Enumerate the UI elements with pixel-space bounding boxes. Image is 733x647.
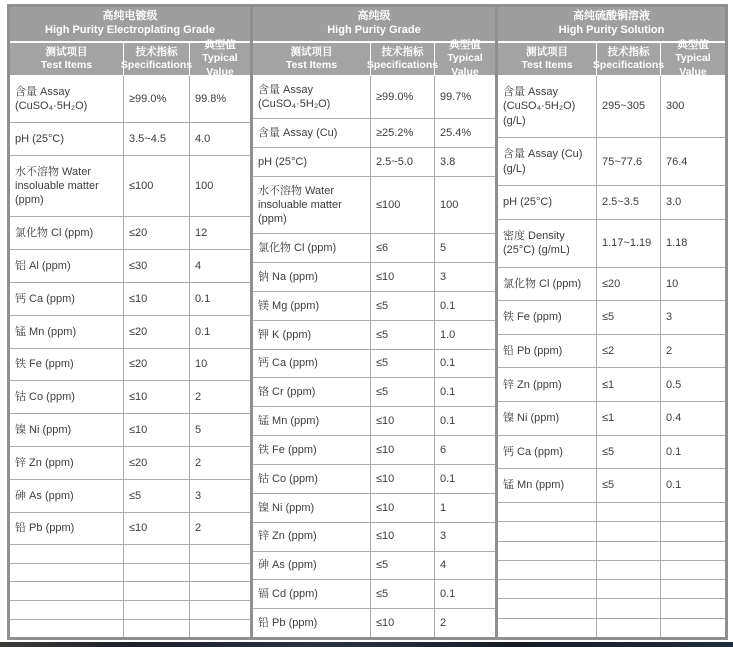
table-row: [498, 402, 725, 436]
section-title: [253, 7, 495, 41]
table-row: [253, 234, 495, 263]
table-row: [498, 368, 725, 402]
table-row: [253, 494, 495, 523]
cell-item: pH (25°C): [498, 186, 597, 219]
column-header-test-items: [253, 43, 371, 75]
cell-item: 锰 Mn (ppm): [10, 316, 124, 348]
cell-item: [10, 582, 124, 600]
cell-item: 锰 Mn (ppm): [498, 469, 597, 502]
section-title-en: High Purity Grade: [327, 24, 421, 36]
cell-item: [10, 564, 124, 582]
table-row-empty: [498, 619, 725, 637]
cell-spec: [597, 522, 661, 540]
table-row: [10, 156, 250, 217]
table-row-empty: [498, 503, 725, 522]
column-header-zh: 测试项目: [290, 45, 333, 58]
table-row: [253, 148, 495, 177]
cell-typical: 4: [195, 259, 202, 272]
table-row: [253, 177, 495, 234]
column-header-zh: 测试项目: [526, 45, 568, 58]
cell-item: 锌 Zn (ppm): [253, 523, 371, 551]
cell-spec: 75~77.6: [597, 138, 661, 185]
section-title: [10, 7, 250, 41]
cell-spec: [597, 561, 661, 579]
cell-typical: 4: [440, 559, 447, 572]
section-title: [498, 7, 725, 41]
cell-typical: [190, 545, 250, 563]
cell-spec: 1.17~1.19: [597, 220, 661, 267]
cell-spec: 295~305: [597, 76, 661, 137]
column-header-en: Specifications: [120, 59, 193, 71]
cell-typical: 99.7%: [440, 90, 472, 103]
column-header-specifications: [120, 43, 193, 75]
cell-typical: 0.1: [440, 472, 456, 485]
cell-typical: 6: [440, 443, 447, 456]
table-row: [498, 469, 725, 503]
section-title-zh: 高纯硫酸铜溶液: [573, 10, 650, 23]
cell-typical: [661, 561, 725, 579]
cell-item: 铝 Al (ppm): [10, 250, 124, 282]
cell-spec: ≤20: [597, 268, 661, 301]
table-row-empty: [498, 561, 725, 580]
cell-spec: ≤10: [371, 263, 435, 291]
cell-item: 钠 Na (ppm): [253, 263, 371, 291]
column-header-zh: 技术指标: [381, 45, 424, 58]
cell-spec: ≤10: [124, 513, 190, 545]
column-header-zh: 典型值: [677, 39, 709, 52]
table-row: [253, 321, 495, 350]
table-row: [498, 268, 725, 302]
cell-typical: [661, 503, 725, 521]
cell-item: 锰 Mn (ppm): [253, 407, 371, 435]
section-body: [10, 76, 250, 637]
table-row-empty: [10, 545, 250, 564]
cell-typical: 3: [666, 311, 673, 324]
cell-item: 铅 Pb (ppm): [10, 513, 124, 545]
cell-spec: ≤5: [124, 480, 190, 512]
table-row: [253, 580, 495, 609]
cell-spec: [597, 542, 661, 560]
cell-typical: 25.4%: [440, 126, 472, 139]
column-header-row: [10, 39, 250, 78]
cell-spec: ≤10: [371, 407, 435, 435]
cell-typical: 0.1: [666, 479, 682, 492]
table-row: [253, 436, 495, 465]
table-row: [10, 414, 250, 447]
column-header-en: Specifications: [366, 59, 439, 71]
cell-typical: 99.8%: [195, 92, 227, 105]
cell-spec: ≤1: [597, 402, 661, 435]
column-header-en: Typical Value: [675, 52, 711, 78]
cell-spec: ≤5: [597, 436, 661, 469]
table-row: [253, 350, 495, 379]
cell-item: pH (25°C): [253, 148, 371, 176]
cell-spec: ≤5: [371, 350, 435, 378]
table-row: [10, 513, 250, 546]
cell-spec: [597, 619, 661, 637]
table-row: [10, 316, 250, 349]
cell-spec: 3.5~4.5: [124, 123, 190, 155]
cell-spec: ≤100: [124, 156, 190, 216]
cell-item: 钾 K (ppm): [253, 321, 371, 349]
column-header-row: [253, 39, 495, 78]
cell-item: [498, 561, 597, 579]
table-row: [10, 123, 250, 156]
cell-typical: 3: [195, 489, 202, 502]
cell-spec: ≤10: [371, 465, 435, 493]
cell-spec: [124, 620, 190, 638]
cell-spec: [124, 582, 190, 600]
cell-item: [10, 620, 124, 638]
cell-spec: ≤20: [124, 349, 190, 381]
cell-spec: ≤10: [371, 609, 435, 637]
cell-spec: [597, 580, 661, 598]
section-body: [253, 76, 495, 637]
cell-item: 锌 Zn (ppm): [498, 368, 597, 401]
table-row: [10, 283, 250, 316]
cell-typical: 2: [440, 617, 447, 629]
cell-typical: [190, 582, 250, 600]
cell-item: 钴 Co (ppm): [10, 381, 124, 413]
cell-spec: ≤100: [371, 177, 435, 233]
table-row: [253, 523, 495, 552]
table-row: [253, 263, 495, 292]
cell-item: 砷 As (ppm): [10, 480, 124, 512]
cell-spec: 2.5~5.0: [371, 148, 435, 176]
cell-item: 镍 Ni (ppm): [10, 414, 124, 446]
table-row: [253, 292, 495, 321]
cell-spec: ≤20: [124, 316, 190, 348]
column-header-zh: 技术指标: [135, 45, 178, 58]
cell-typical: 10: [666, 277, 679, 290]
column-header-en: Test Items: [285, 59, 338, 71]
column-header-en: Typical Value: [202, 52, 238, 78]
cell-spec: [124, 564, 190, 582]
column-header-specifications: [366, 43, 439, 75]
cell-spec: ≤10: [371, 436, 435, 464]
cell-spec: ≤5: [371, 321, 435, 349]
table-row: [498, 76, 725, 138]
cell-typical: [190, 620, 250, 638]
column-header-en: Typical Value: [447, 52, 483, 78]
table-row-empty: [498, 599, 725, 618]
cell-typical: 1: [440, 501, 447, 514]
cell-item: 铬 Cr (ppm): [253, 378, 371, 406]
cell-item: [498, 522, 597, 540]
column-header-row: [498, 39, 725, 78]
cell-typical: 0.1: [440, 299, 456, 312]
spec-table: [7, 4, 728, 640]
column-header-test-items: [10, 43, 124, 75]
column-header-zh: 典型值: [449, 39, 481, 52]
cell-spec: ≤5: [597, 301, 661, 334]
cell-item: 氯化物 Cl (ppm): [10, 217, 124, 249]
table-row: [10, 349, 250, 382]
table-row-empty: [10, 582, 250, 601]
cell-typical: 300: [666, 100, 685, 113]
table-row-empty: [498, 542, 725, 561]
cell-spec: ≥99.0%: [124, 76, 190, 122]
cell-typical: 1.0: [440, 328, 456, 341]
table-row: [498, 335, 725, 369]
table-row: [10, 217, 250, 250]
cell-spec: ≤6: [371, 234, 435, 262]
cell-typical: 76.4: [666, 155, 688, 168]
cell-typical: 2: [195, 522, 202, 535]
table-row: [253, 119, 495, 148]
cell-item: 铁 Fe (ppm): [10, 349, 124, 381]
cell-spec: ≤5: [371, 378, 435, 406]
cell-typical: 4.0: [195, 132, 211, 145]
section-high-purity-solution: [498, 7, 725, 637]
table-row: [253, 609, 495, 637]
cell-typical: 2: [195, 391, 202, 404]
cell-item: 氯化物 Cl (ppm): [253, 234, 371, 262]
table-row: [10, 250, 250, 283]
table-row: [10, 480, 250, 513]
cell-spec: ≤5: [371, 292, 435, 320]
cell-spec: [597, 503, 661, 521]
section-title-zh: 高纯电镀级: [102, 10, 158, 23]
table-row: [253, 552, 495, 581]
cell-item: 含量 Assay (Cu) (g/L): [498, 138, 597, 185]
cell-typical: 1.18: [666, 237, 688, 250]
cell-typical: [661, 599, 725, 617]
cell-typical: [661, 542, 725, 560]
table-row: [10, 76, 250, 123]
cell-item: 密度 Density (25°C) (g/mL): [498, 220, 597, 267]
cell-item: 镉 Cd (ppm): [253, 580, 371, 608]
cell-item: pH (25°C): [10, 123, 124, 155]
cell-item: 铅 Pb (ppm): [253, 609, 371, 637]
cell-item: 镁 Mg (ppm): [253, 292, 371, 320]
cell-item: 氯化物 Cl (ppm): [498, 268, 597, 301]
table-row: [253, 378, 495, 407]
table-row: [498, 138, 725, 186]
cell-item: 砷 As (ppm): [253, 552, 371, 580]
table-row: [498, 220, 725, 268]
cell-item: [498, 542, 597, 560]
cell-item: 镍 Ni (ppm): [498, 402, 597, 435]
column-header-zh: 测试项目: [45, 45, 88, 58]
cell-item: 含量 Assay (CuSO₄·5H₂O): [10, 76, 124, 122]
cell-item: [498, 619, 597, 637]
cell-spec: 2.5~3.5: [597, 186, 661, 219]
cell-item: 钙 Ca (ppm): [498, 436, 597, 469]
cell-typical: [190, 564, 250, 582]
cell-spec: ≤20: [124, 217, 190, 249]
cell-typical: 0.1: [195, 292, 211, 305]
cell-spec: ≤2: [597, 335, 661, 368]
cell-item: 水不溶物 Water insoluable matter (ppm): [10, 156, 124, 216]
cell-spec: ≤10: [124, 283, 190, 315]
cell-item: [498, 580, 597, 598]
column-header-en: Test Items: [40, 59, 93, 71]
cell-typical: 3.0: [666, 196, 682, 209]
cell-spec: [597, 599, 661, 617]
section-title-zh: 高纯级: [357, 10, 391, 23]
table-row: [253, 407, 495, 436]
cell-typical: 100: [440, 198, 459, 211]
cell-typical: 0.4: [666, 412, 682, 425]
cell-item: 钙 Ca (ppm): [10, 283, 124, 315]
cell-spec: ≤30: [124, 250, 190, 282]
column-header-typical-value: [661, 39, 725, 78]
table-row-empty: [498, 522, 725, 541]
cell-item: 铅 Pb (ppm): [498, 335, 597, 368]
table-row-empty: [10, 564, 250, 583]
cell-item: 铁 Fe (ppm): [498, 301, 597, 334]
cell-typical: 100: [195, 179, 214, 192]
table-row: [498, 301, 725, 335]
cell-typical: 5: [195, 423, 202, 436]
cell-typical: 3.8: [440, 155, 456, 168]
cell-item: 铁 Fe (ppm): [253, 436, 371, 464]
cell-item: [10, 545, 124, 563]
cell-typical: 3: [440, 530, 447, 543]
cell-item: 锌 Zn (ppm): [10, 447, 124, 479]
cell-typical: 12: [195, 227, 208, 240]
cell-typical: 2: [195, 456, 202, 469]
cell-spec: ≥25.2%: [371, 119, 435, 147]
section-title-en: High Purity Electroplating Grade: [45, 24, 215, 36]
cropped-next-image-strip: [0, 642, 733, 647]
table-row-empty: [10, 601, 250, 620]
cell-item: 含量 Assay (CuSO₄·5H₂O): [253, 76, 371, 118]
table-row: [10, 381, 250, 414]
cell-item: 镍 Ni (ppm): [253, 494, 371, 522]
column-header-test-items: [498, 43, 597, 75]
column-header-typical-value: [190, 39, 250, 78]
cell-item: 钙 Ca (ppm): [253, 350, 371, 378]
column-header-specifications: [592, 43, 665, 75]
cell-typical: 5: [440, 242, 447, 255]
column-header-zh: 技术指标: [607, 45, 650, 58]
cell-typical: 0.1: [440, 588, 456, 601]
cell-item: 含量 Assay (CuSO₄·5H₂O) (g/L): [498, 76, 597, 137]
column-header-en: Specifications: [592, 59, 665, 71]
section-title-en: High Purity Solution: [558, 24, 665, 36]
column-header-zh: 典型值: [204, 39, 236, 52]
cell-item: 钴 Co (ppm): [253, 465, 371, 493]
cell-typical: 0.1: [440, 386, 456, 399]
table-row: [253, 465, 495, 494]
cell-item: 水不溶物 Water insoluable matter (ppm): [253, 177, 371, 233]
table-row: [498, 186, 725, 220]
section-body: [498, 76, 725, 637]
cell-spec: [124, 545, 190, 563]
table-row: [10, 447, 250, 480]
cell-typical: [661, 522, 725, 540]
cell-spec: ≤5: [597, 469, 661, 502]
cell-item: 含量 Assay (Cu): [253, 119, 371, 147]
cell-typical: 0.1: [440, 357, 456, 370]
cell-item: [498, 599, 597, 617]
cell-typical: 0.1: [666, 445, 682, 458]
cell-typical: 10: [195, 358, 208, 371]
cell-spec: ≤5: [371, 580, 435, 608]
cell-typical: 2: [666, 345, 673, 357]
column-header-typical-value: [435, 39, 495, 78]
section-electroplating-grade: [10, 7, 250, 637]
table-row: [253, 76, 495, 119]
cell-typical: [661, 619, 725, 637]
table-row-empty: [498, 580, 725, 599]
column-header-en: Test Items: [521, 59, 573, 71]
cell-typical: 0.1: [195, 325, 211, 338]
cell-spec: ≤20: [124, 447, 190, 479]
table-row-empty: [10, 620, 250, 638]
cell-spec: [124, 601, 190, 619]
cell-typical: 0.5: [666, 378, 682, 391]
cell-spec: ≤1: [597, 368, 661, 401]
cell-spec: ≤10: [124, 381, 190, 413]
cell-spec: ≤10: [371, 523, 435, 551]
cell-item: [498, 503, 597, 521]
cell-spec: ≥99.0%: [371, 76, 435, 118]
cell-typical: 0.1: [440, 415, 456, 428]
cell-spec: ≤10: [371, 494, 435, 522]
cell-typical: [190, 601, 250, 619]
section-high-purity-grade: [253, 7, 495, 637]
cell-typical: [661, 580, 725, 598]
table-row: [498, 436, 725, 470]
cell-typical: 3: [440, 270, 447, 283]
cell-item: [10, 601, 124, 619]
cell-spec: ≤5: [371, 552, 435, 580]
cell-spec: ≤10: [124, 414, 190, 446]
